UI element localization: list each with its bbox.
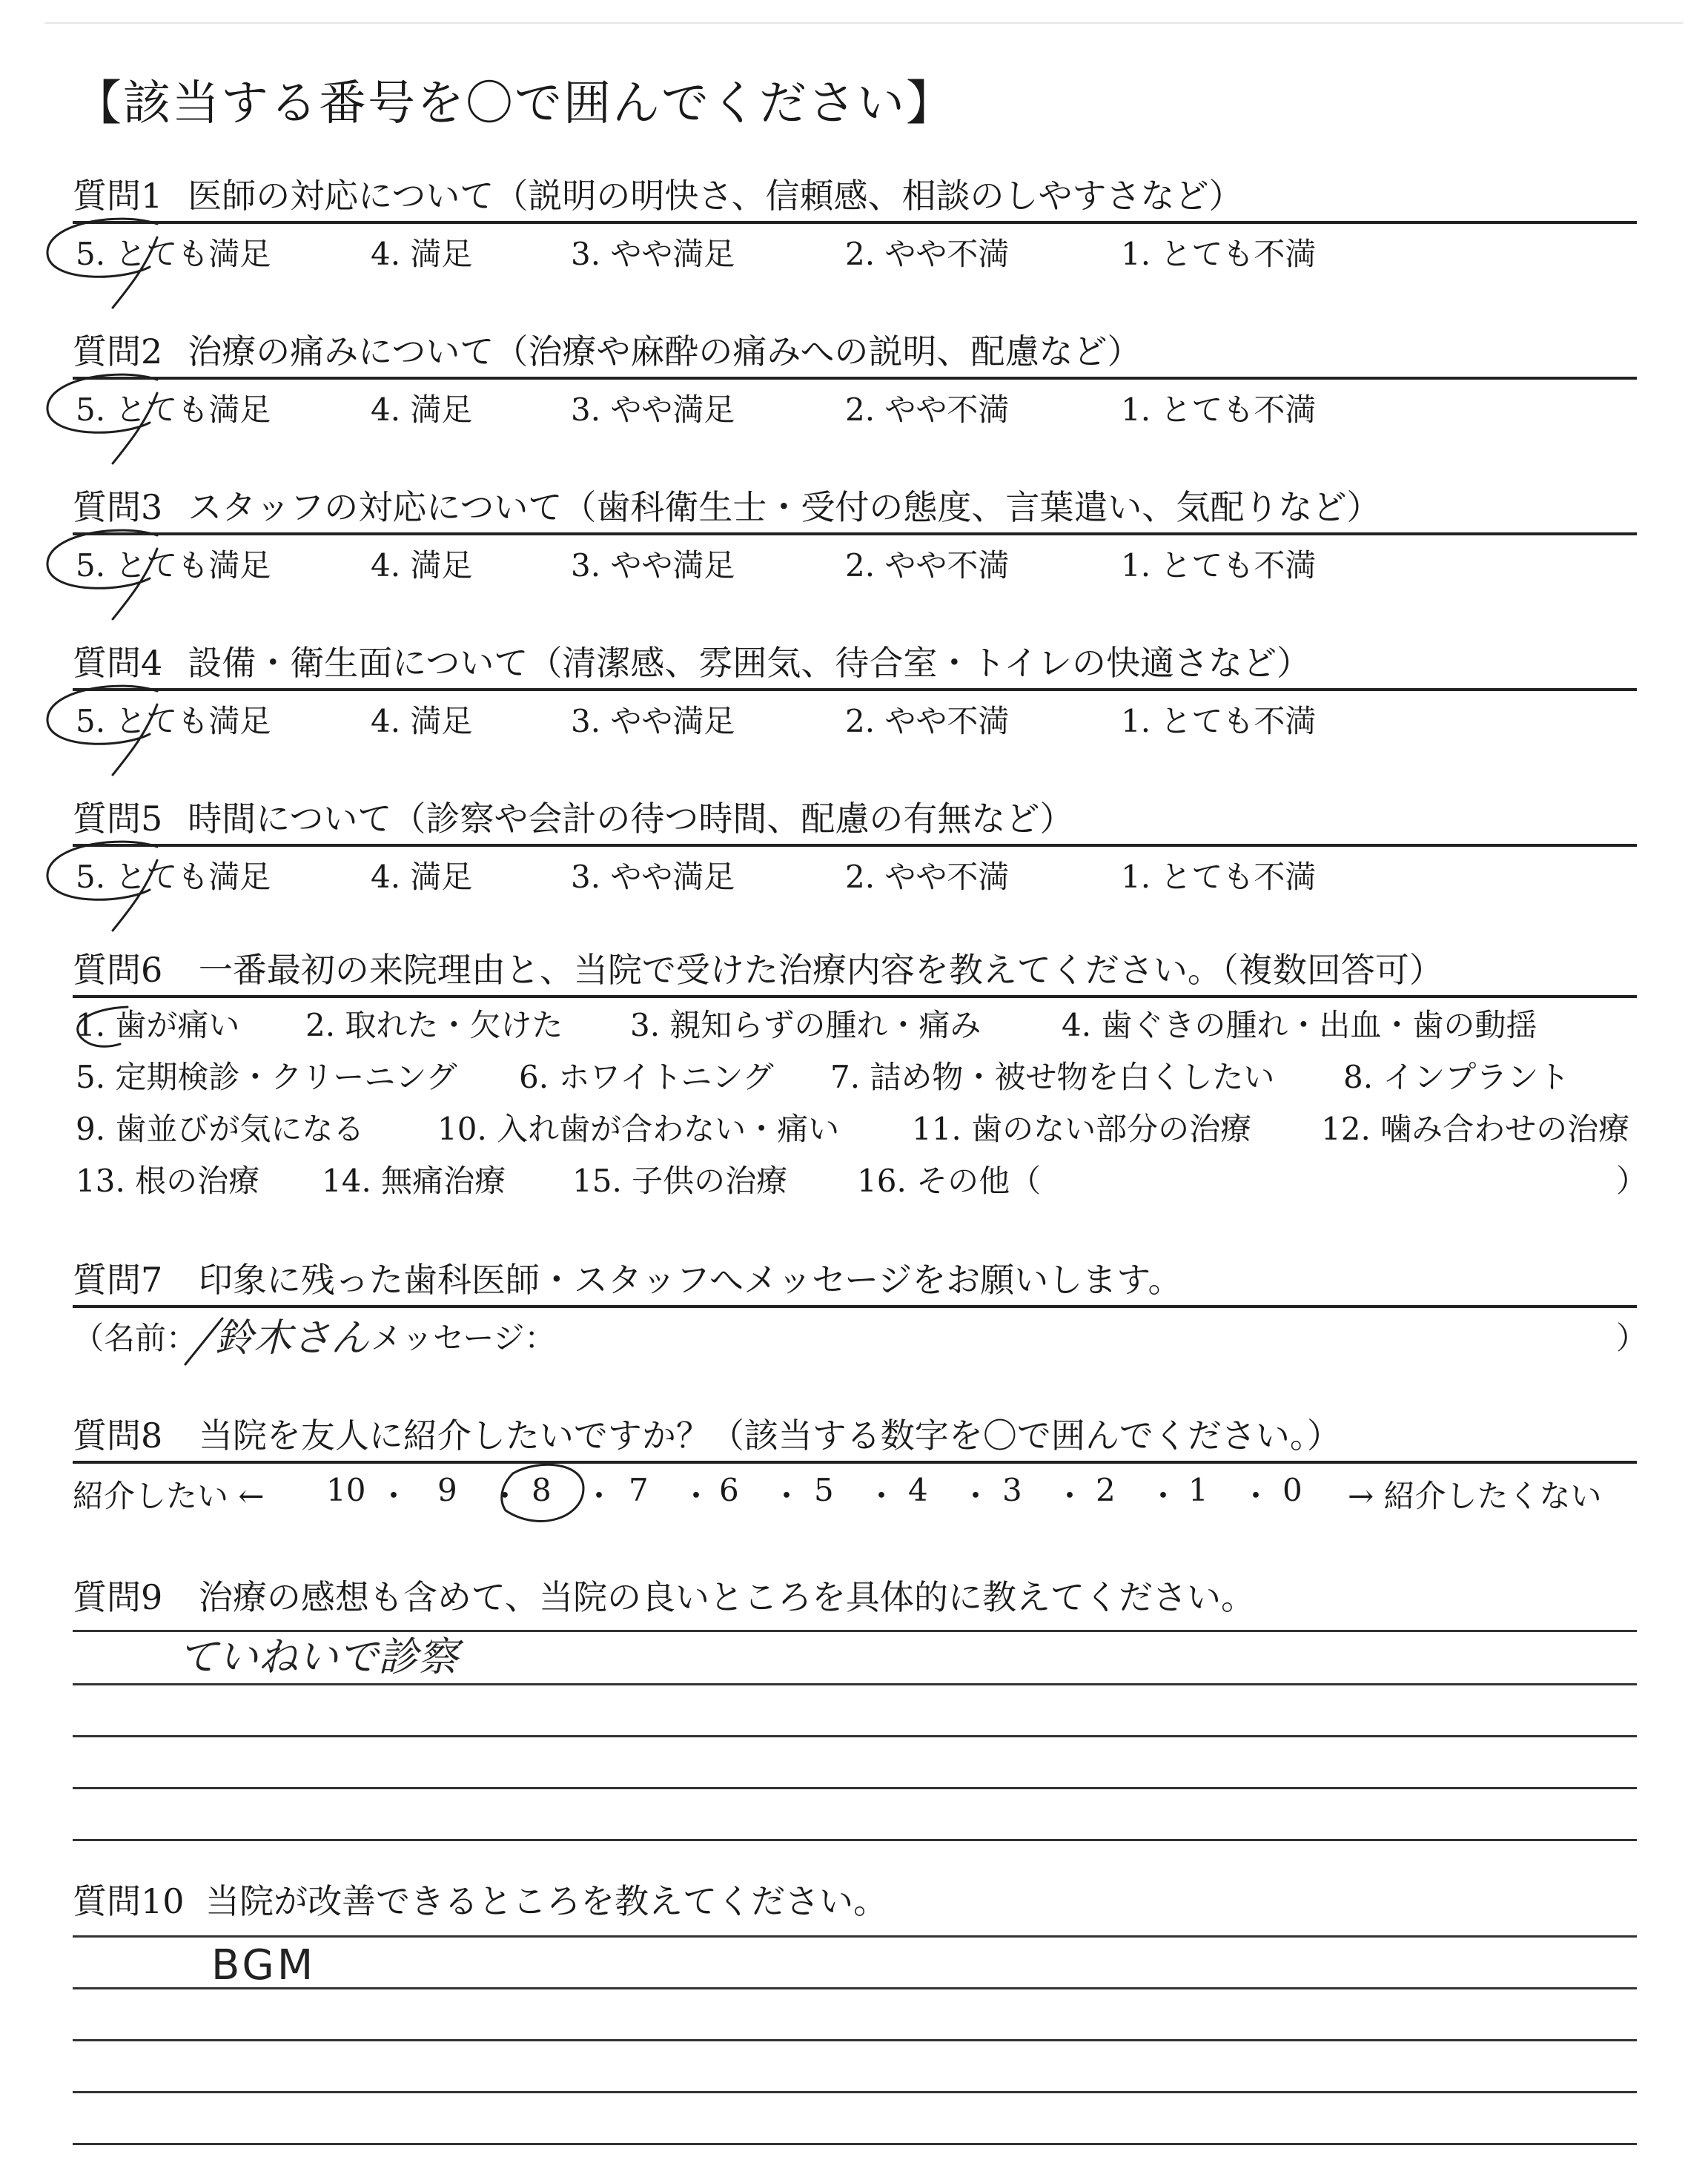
q6-option-4[interactable]: 4. 歯ぐきの腫れ・出血・歯の動揺 [1062, 1007, 1537, 1043]
q5-option-2[interactable]: 2. やや不満 [845, 859, 1010, 895]
q4-text: 設備・衛生面について（清潔感、雰囲気、待合室・トイレの快適さなど） [188, 643, 1311, 683]
q8-scale-dot: ・ [378, 1478, 410, 1514]
q5-label: 質問5 [73, 799, 163, 839]
q3-option-3[interactable]: 3. やや満足 [571, 547, 735, 584]
q10-heading [73, 1875, 887, 1923]
q6-option-11[interactable]: 11. 歯のない部分の治療 [912, 1111, 1252, 1147]
q3-heading [73, 480, 1380, 529]
q6-option-3[interactable]: 3. 親知らずの腫れ・痛み [630, 1007, 982, 1043]
q8-scale-2[interactable]: 2 [1096, 1472, 1116, 1508]
q7-label: 質問7 [73, 1260, 163, 1300]
q1-option-4[interactable]: 4. 満足 [371, 236, 473, 272]
q4-option-1[interactable]: 1. とても不満 [1121, 703, 1317, 739]
q7-heading [73, 1253, 1182, 1302]
q7-message-label: メッセージ： [371, 1320, 556, 1356]
q9-label: 質問9 [73, 1577, 163, 1617]
q9-text: 治療の感想も含めて、当院の良いところを具体的に教えてください。 [198, 1577, 1255, 1617]
q5-text: 時間について（診察や会計の待つ時間、配慮の有無など） [188, 799, 1074, 839]
q8-scale-dot: ・ [583, 1478, 615, 1514]
q8-scale-dot: ・ [1240, 1478, 1272, 1514]
q4-rule [73, 688, 1637, 691]
q3-option-4[interactable]: 4. 満足 [371, 547, 473, 584]
q9-line-2 [73, 1683, 1637, 1685]
q7-text: 印象に残った歯科医師・スタッフへメッセージをお願いします。 [198, 1260, 1182, 1300]
q6-option-15[interactable]: 15. 子供の治療 [572, 1163, 788, 1199]
q2-rule [73, 377, 1637, 380]
q9-line-4 [73, 1787, 1637, 1789]
q3-text: スタッフの対応について（歯科衛生士・受付の態度、言葉遣い、気配りなど） [188, 487, 1381, 527]
q8-scale-dot: ・ [771, 1478, 803, 1514]
q8-scale-0[interactable]: 0 [1282, 1472, 1302, 1508]
q6-option-9[interactable]: 9. 歯並びが気になる [76, 1111, 365, 1147]
q5-option-5[interactable]: 5. とても満足 [76, 859, 271, 895]
q6-option-13[interactable]: 13. 根の治療 [76, 1163, 260, 1199]
form-title: 【該当する番号を〇で囲んでください】 [74, 76, 955, 131]
q3-label: 質問3 [73, 487, 163, 527]
q6-option-5[interactable]: 5. 定期検診・クリーニング [76, 1059, 457, 1095]
q8-scale-9[interactable]: 9 [437, 1472, 457, 1508]
q8-scale-dot: ・ [1054, 1478, 1086, 1514]
q8-scale-dot: ・ [681, 1478, 712, 1514]
q2-option-3[interactable]: 3. やや満足 [571, 392, 735, 428]
q6-label: 質問6 [73, 950, 163, 990]
q8-scale-dot: ・ [1148, 1478, 1179, 1514]
q8-text: 当院を友人に紹介したいですか？（該当する数字を〇で囲んでください。） [198, 1416, 1341, 1456]
q8-scale-3[interactable]: 3 [1002, 1472, 1022, 1508]
q2-option-1[interactable]: 1. とても不満 [1121, 392, 1317, 428]
q4-heading [73, 636, 1311, 685]
q5-option-1[interactable]: 1. とても不満 [1121, 859, 1317, 895]
q6-option-1[interactable]: 1. 歯が痛い [76, 1007, 240, 1043]
q1-text: 医師の対応について（説明の明快さ、信頼感、相談のしやすさなど） [188, 176, 1243, 216]
q6-option-6[interactable]: 6. ホワイトニング [519, 1059, 774, 1095]
q3-option-1[interactable]: 1. とても不満 [1121, 547, 1317, 584]
q4-option-2[interactable]: 2. やや不満 [845, 703, 1010, 739]
q2-option-5[interactable]: 5. とても満足 [76, 392, 271, 428]
q10-line-5 [73, 2143, 1637, 2145]
q8-left-label: 紹介したい ← [73, 1478, 265, 1514]
q6-rule [73, 995, 1637, 998]
q3-option-5[interactable]: 5. とても満足 [76, 547, 271, 584]
q2-text: 治療の痛みについて（治療や麻酔の痛みへの説明、配慮など） [188, 331, 1142, 371]
q9-line-3 [73, 1735, 1637, 1737]
q9-answer-handwriting: ていねいで診察 [178, 1634, 458, 1680]
q6-other-close: ） [1616, 1163, 1648, 1199]
q1-option-2[interactable]: 2. やや不満 [845, 236, 1010, 272]
q10-line-1 [73, 1935, 1637, 1938]
q9-line-5 [73, 1839, 1637, 1841]
q8-scale-8[interactable]: 8 [532, 1472, 552, 1508]
q8-scale-1[interactable]: 1 [1188, 1472, 1208, 1508]
q3-option-2[interactable]: 2. やや不満 [845, 547, 1010, 584]
q8-scale-dot: ・ [960, 1478, 992, 1514]
q7-name-label: （名前： [73, 1320, 198, 1356]
q10-label: 質問10 [73, 1881, 185, 1921]
q2-heading [73, 325, 1141, 374]
q2-option-2[interactable]: 2. やや不満 [845, 392, 1010, 428]
q2-option-4[interactable]: 4. 満足 [371, 392, 473, 428]
q1-rule [73, 221, 1637, 224]
q4-label: 質問4 [73, 643, 163, 683]
q7-close-paren: ） [1616, 1320, 1648, 1356]
q8-scale-10[interactable]: 10 [326, 1472, 366, 1508]
q5-rule [73, 844, 1637, 847]
q10-text: 当院が改善できるところを教えてください。 [205, 1881, 888, 1921]
q8-scale-7[interactable]: 7 [629, 1472, 649, 1508]
q1-option-1[interactable]: 1. とても不満 [1121, 236, 1317, 272]
q6-option-16[interactable]: 16. その他（ [857, 1163, 1042, 1199]
q5-option-3[interactable]: 3. やや満足 [571, 859, 735, 895]
q6-option-7[interactable]: 7. 詰め物・被せ物を白くしたい [830, 1059, 1275, 1095]
q4-option-3[interactable]: 3. やや満足 [571, 703, 735, 739]
q6-heading [73, 943, 1443, 992]
q1-option-3[interactable]: 3. やや満足 [571, 236, 735, 272]
q10-answer-handwriting: BGM [211, 1941, 317, 1989]
q1-label: 質問1 [73, 176, 163, 216]
q4-option-5[interactable]: 5. とても満足 [76, 703, 271, 739]
q6-option-2[interactable]: 2. 取れた・欠けた [305, 1007, 563, 1043]
q8-rule [73, 1461, 1637, 1464]
q6-option-14[interactable]: 14. 無痛治療 [322, 1163, 506, 1199]
q8-scale-dot: ・ [866, 1478, 898, 1514]
q6-option-8[interactable]: 8. インプラント [1343, 1059, 1570, 1095]
q8-scale-4[interactable]: 4 [908, 1472, 928, 1508]
q8-label: 質問8 [73, 1416, 163, 1456]
q7-name-handwriting: 鈴木さん [215, 1316, 370, 1361]
q8-scale-5[interactable]: 5 [814, 1472, 834, 1508]
q8-heading [73, 1409, 1341, 1458]
q5-heading [73, 792, 1073, 841]
q9-heading [73, 1571, 1255, 1619]
q5-option-4[interactable]: 4. 満足 [371, 859, 473, 895]
q6-text: 一番最初の来院理由と、当院で受けた治療内容を教えてください。（複数回答可） [198, 950, 1443, 990]
q2-label: 質問2 [73, 331, 163, 371]
q4-option-4[interactable]: 4. 満足 [371, 703, 473, 739]
q8-scale-6[interactable]: 6 [719, 1472, 739, 1508]
q1-option-5[interactable]: 5. とても満足 [76, 236, 271, 272]
q3-rule [73, 532, 1637, 535]
q10-line-3 [73, 2039, 1637, 2041]
q10-line-4 [73, 2091, 1637, 2093]
q8-right-label: → 紹介したくない [1348, 1478, 1602, 1514]
scan-edge [44, 22, 1683, 24]
q1-heading [73, 169, 1243, 218]
q6-option-12[interactable]: 12. 噛み合わせの治療 [1321, 1111, 1630, 1147]
q8-scale-dot: ・ [489, 1478, 521, 1514]
q6-option-10[interactable]: 10. 入れ歯が合わない・痛い [437, 1111, 840, 1147]
